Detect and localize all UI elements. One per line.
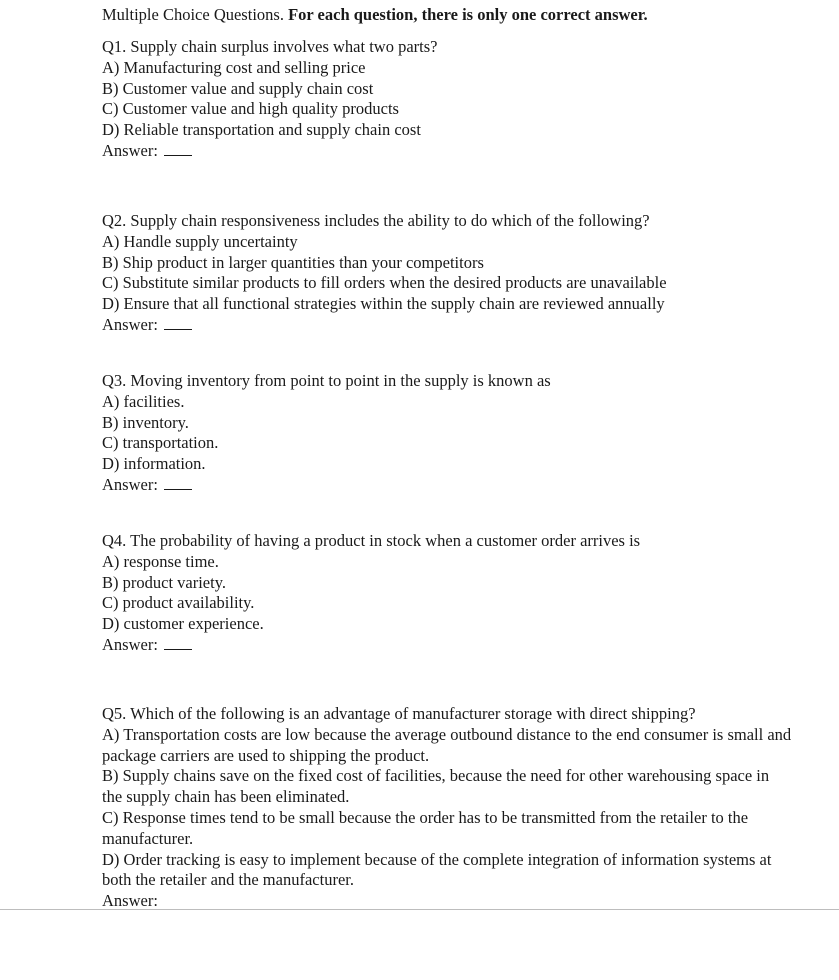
option-b[interactable]: B) inventory. [102,412,189,432]
option-a[interactable]: A) response time. [102,551,219,571]
answer-row [102,475,792,496]
answer-blank[interactable] [164,141,192,156]
option-b[interactable]: B) product variety. [102,572,227,592]
answer-blank[interactable] [164,635,192,650]
answer-label: Answer: [102,891,158,911]
question-prompt: Q1. Supply chain surplus involves what two parts? [102,37,438,56]
option-d[interactable]: D) customer experience. [102,614,264,634]
answer-label: Answer: [102,634,158,654]
question-2 [102,211,792,336]
option-a[interactable]: A) facilities. [102,391,185,411]
option-b[interactable]: B) Ship product in larger quantities than your competitors [102,252,484,272]
header-intro: Multiple Choice Questions. [102,5,284,24]
option-b[interactable]: B) Supply chains save on the fixed cost of facilities, because the need for other warehousing space in the supply chain has been eliminated. [102,766,770,807]
option-d[interactable]: D) Ensure that all functional strategies within the supply chain are reviewed annually [102,294,665,314]
question-prompt: Q2. Supply chain responsiveness includes the ability to do which of the following? [102,211,650,230]
question-4 [102,531,792,656]
answer-label: Answer: [102,474,158,494]
answer-row [102,141,792,162]
instructions-header [102,5,822,26]
option-a[interactable]: A) Manufacturing cost and selling price [102,57,366,77]
answer-label: Answer: [102,314,158,334]
header-instruction: For each question, there is only one correct answer. [288,5,648,24]
answer-blank[interactable] [164,475,192,490]
question-prompt: Q3. Moving inventory from point to point in the supply is known as [102,371,551,390]
option-c[interactable]: C) Response times tend to be small because the order has to be transmitted from the retailer to the manufacturer. [102,807,749,848]
answer-row [102,635,792,656]
option-a[interactable]: A) Transportation costs are low because the average outbound distance to the end consumer is small and package carriers are used to shipping the product. [102,724,792,765]
option-a[interactable]: A) Handle supply uncertainty [102,231,298,251]
question-prompt: Q5. Which of the following is an advantage of manufacturer storage with direct shipping? [102,704,696,723]
answer-label: Answer: [102,140,158,160]
option-b[interactable]: B) Customer value and supply chain cost [102,78,374,98]
option-c[interactable]: C) transportation. [102,433,219,453]
option-d[interactable]: D) information. [102,454,206,474]
option-d[interactable]: D) Order tracking is easy to implement because of the complete integration of information systems at both the retailer and the manufacturer. [102,849,772,890]
option-c[interactable]: C) product availability. [102,593,255,613]
answer-row [102,315,792,336]
option-c[interactable]: C) Substitute similar products to fill orders when the desired products are unavailable [102,273,667,293]
question-3 [102,371,792,496]
question-1 [102,37,792,162]
option-c[interactable]: C) Customer value and high quality products [102,99,399,119]
question-5 [102,704,792,912]
answer-blank[interactable] [164,315,192,330]
page-divider [0,909,839,910]
question-prompt: Q4. The probability of having a product in stock when a customer order arrives is [102,531,641,550]
option-d[interactable]: D) Reliable transportation and supply chain cost [102,120,421,140]
